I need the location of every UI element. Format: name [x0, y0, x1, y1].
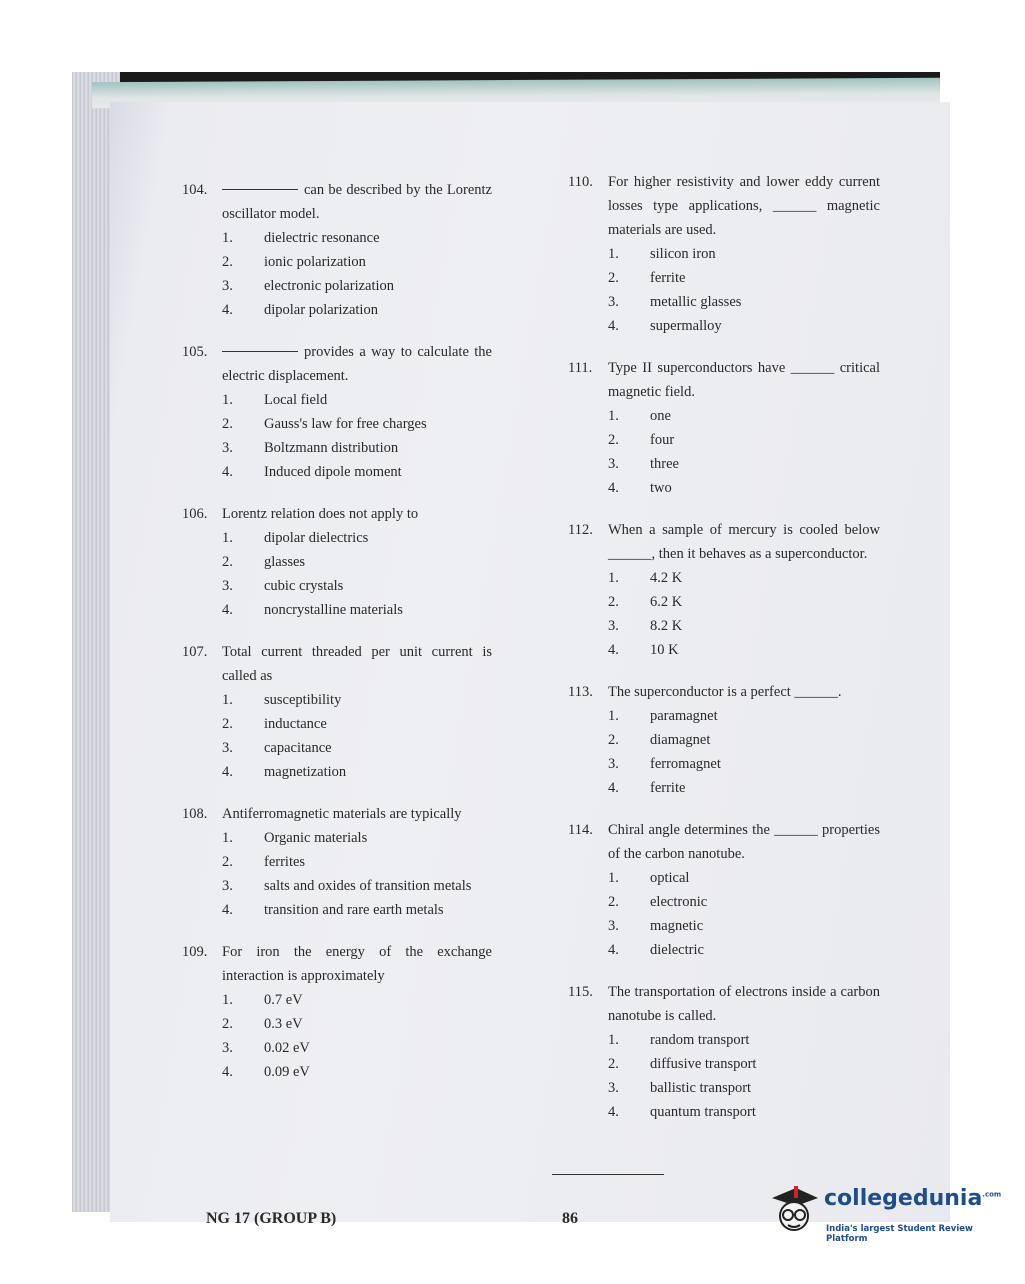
option-item [222, 874, 492, 898]
option-text: 0.09 eV [264, 1064, 310, 1080]
option-number: 3. [222, 278, 233, 294]
options-list [608, 1028, 880, 1124]
option-text: capacitance [264, 740, 332, 756]
right-column [568, 170, 880, 1142]
question-number: 115. [568, 984, 593, 1000]
option-item [608, 776, 880, 800]
options-list [222, 226, 492, 322]
option-number: 4. [608, 318, 619, 334]
option-text: inductance [264, 716, 327, 732]
option-number: 4. [222, 1064, 233, 1080]
option-number: 4. [222, 902, 233, 918]
question-text [222, 178, 492, 226]
question-number: 113. [568, 684, 593, 700]
option-text: dipolar polarization [264, 302, 378, 318]
option-item [608, 428, 880, 452]
option-text: dielectric [650, 942, 704, 958]
page-number: 86 [562, 1210, 578, 1227]
option-item [608, 590, 880, 614]
option-item [608, 1100, 880, 1124]
option-number: 3. [608, 918, 619, 934]
option-text: 6.2 K [650, 594, 683, 610]
question-number: 107. [182, 644, 208, 660]
option-text: Boltzmann distribution [264, 440, 399, 456]
question-text [222, 802, 462, 826]
options-list [608, 404, 880, 500]
option-item [222, 298, 492, 322]
option-text: quantum transport [650, 1104, 756, 1120]
option-number: 4. [608, 480, 619, 496]
option-number: 2. [608, 594, 619, 610]
brand-name: collegedunia$^{.com}$ [824, 1186, 1002, 1211]
question-item [182, 802, 492, 922]
option-item [222, 712, 492, 736]
watermark-logo [768, 1178, 1008, 1248]
question-stem: Type II superconductors have ______ critical magnetic field. [608, 360, 880, 400]
option-item [608, 1028, 880, 1052]
option-number: 2. [608, 732, 619, 748]
option-number: 3. [608, 756, 619, 772]
option-item [608, 638, 880, 662]
option-item [608, 566, 880, 590]
option-item [222, 598, 492, 622]
option-number: 3. [222, 878, 233, 894]
option-number: 3. [608, 456, 619, 472]
options-list [222, 988, 492, 1084]
question-item [568, 680, 880, 800]
option-text: optical [650, 870, 690, 886]
option-item [222, 1012, 492, 1036]
option-text: transition and rare earth metals [264, 902, 444, 918]
answer-blank [222, 351, 298, 352]
option-text: salts and oxides of transition metals [264, 878, 472, 894]
answer-blank [222, 189, 298, 190]
question-head [182, 802, 492, 826]
option-text: paramagnet [650, 708, 718, 724]
option-item [608, 890, 880, 914]
option-text: electronic polarization [264, 278, 395, 294]
option-item [222, 274, 492, 298]
option-number: 1. [608, 570, 619, 586]
question-head [182, 340, 492, 388]
question-number: 111. [568, 360, 593, 376]
question-stem: For iron the energy of the exchange interaction is approximately [222, 944, 492, 984]
option-number: 2. [608, 270, 619, 286]
option-text: diamagnet [650, 732, 711, 748]
option-text: diffusive transport [650, 1056, 757, 1072]
question-stem: Total current threaded per unit current is called as [222, 644, 492, 684]
option-text: 0.7 eV [264, 992, 303, 1008]
option-number: 4. [222, 764, 233, 780]
option-number: 1. [608, 246, 619, 262]
option-number: 1. [222, 530, 233, 546]
question-text [222, 340, 492, 388]
question-stem: Lorentz relation does not apply to [222, 506, 419, 522]
option-text: susceptibility [264, 692, 342, 708]
option-text: three [650, 456, 679, 472]
question-number: 105. [182, 344, 208, 360]
option-item [608, 914, 880, 938]
brand-tagline: India's largest Student Review Platform [826, 1224, 973, 1244]
option-item [222, 736, 492, 760]
option-item [222, 898, 492, 922]
question-number: 109. [182, 944, 208, 960]
option-text: electronic [650, 894, 708, 910]
options-list [222, 388, 492, 484]
option-number: 2. [222, 254, 233, 270]
option-text: 4.2 K [650, 570, 683, 586]
question-text [222, 502, 418, 526]
option-number: 1. [222, 692, 233, 708]
question-stem: Chiral angle determines the ______ properties of the carbon nanotube. [608, 822, 880, 862]
option-text: Induced dipole moment [264, 464, 402, 480]
option-text: one [650, 408, 671, 424]
option-item [222, 826, 492, 850]
option-text: Organic materials [264, 830, 368, 846]
footer-code: NG 17 (GROUP B) [206, 1210, 337, 1227]
question-text [608, 680, 842, 704]
option-text: ionic polarization [264, 254, 366, 270]
option-text: 0.02 eV [264, 1040, 310, 1056]
question-stem: The superconductor is a perfect ______. [608, 684, 842, 700]
option-number: 3. [608, 294, 619, 310]
question-head [568, 818, 880, 866]
option-item [222, 760, 492, 784]
option-number: 3. [222, 440, 233, 456]
option-text: glasses [264, 554, 306, 570]
option-item [222, 226, 492, 250]
option-number: 2. [608, 432, 619, 448]
question-text [222, 940, 492, 988]
option-number: 2. [222, 554, 233, 570]
option-number: 4. [222, 602, 233, 618]
option-number: 4. [222, 302, 233, 318]
option-text: magnetization [264, 764, 347, 780]
option-item [608, 704, 880, 728]
option-item [608, 452, 880, 476]
question-stem: For higher resistivity and lower eddy current losses type applications, ______ magnetic materials are used. [608, 174, 880, 238]
option-number: 1. [608, 708, 619, 724]
option-number: 3. [222, 578, 233, 594]
option-number: 2. [222, 1016, 233, 1032]
question-number: 106. [182, 506, 208, 522]
options-list [608, 866, 880, 962]
option-number: 4. [608, 1104, 619, 1120]
option-number: 2. [608, 1056, 619, 1072]
option-item [222, 850, 492, 874]
question-item [568, 518, 880, 662]
option-item [222, 460, 492, 484]
option-text: ferrite [650, 270, 686, 286]
question-stem: When a sample of mercury is cooled below ______, then it behaves as a superconductor. [608, 522, 880, 562]
question-head [568, 356, 880, 404]
question-text [608, 518, 880, 566]
question-text [222, 640, 492, 688]
brand-tld: .com [982, 1190, 1002, 1199]
option-text: magnetic [650, 918, 704, 934]
option-text: random transport [650, 1032, 750, 1048]
option-text: Gauss's law for free charges [264, 416, 427, 432]
option-item [222, 1060, 492, 1084]
question-head [568, 170, 880, 242]
option-number: 4. [608, 780, 619, 796]
option-item [222, 574, 492, 598]
question-item [568, 980, 880, 1124]
question-head [568, 518, 880, 566]
option-item [608, 290, 880, 314]
question-text [608, 170, 880, 242]
option-text: silicon iron [650, 246, 716, 262]
option-item [608, 404, 880, 428]
option-number: 3. [608, 618, 619, 634]
option-text: ballistic transport [650, 1080, 752, 1096]
option-text: two [650, 480, 672, 496]
option-number: 1. [608, 408, 619, 424]
question-number: 114. [568, 822, 593, 838]
page-photo [72, 72, 940, 1227]
option-item [222, 550, 492, 574]
question-number: 104. [182, 182, 208, 198]
option-number: 2. [608, 894, 619, 910]
question-stem: provides a way to calculate the electric displacement. [222, 344, 492, 384]
option-item [608, 266, 880, 290]
option-item [608, 614, 880, 638]
option-text: metallic glasses [650, 294, 742, 310]
question-text [608, 356, 880, 404]
option-text: four [650, 432, 675, 448]
option-number: 2. [222, 854, 233, 870]
option-number: 2. [222, 716, 233, 732]
options-list [608, 566, 880, 662]
option-number: 1. [222, 230, 233, 246]
question-stem: can be described by the Lorentz oscillator model. [222, 182, 492, 222]
question-number: 112. [568, 522, 593, 538]
question-head [568, 980, 880, 1028]
question-head [182, 502, 492, 526]
question-item [568, 356, 880, 500]
option-item [608, 1076, 880, 1100]
option-text: supermalloy [650, 318, 722, 334]
end-rule [552, 1174, 664, 1175]
option-text: ferromagnet [650, 756, 721, 772]
option-item [222, 988, 492, 1012]
options-list [608, 704, 880, 800]
question-head [182, 178, 492, 226]
question-head [568, 680, 880, 704]
options-list [222, 526, 492, 622]
question-item [182, 640, 492, 784]
question-item [182, 502, 492, 622]
option-item [222, 388, 492, 412]
option-item [222, 250, 492, 274]
option-number: 3. [222, 1040, 233, 1056]
question-head [182, 940, 492, 988]
question-stem: The transportation of electrons inside a carbon nanotube is called. [608, 984, 880, 1024]
option-item [608, 938, 880, 962]
option-text: ferrite [650, 780, 686, 796]
options-list [608, 242, 880, 338]
option-text: cubic crystals [264, 578, 344, 594]
option-text: 10 K [650, 642, 679, 658]
option-number: 3. [222, 740, 233, 756]
option-text: 8.2 K [650, 618, 683, 634]
question-text [608, 818, 880, 866]
option-item [222, 688, 492, 712]
question-stem: Antiferromagnetic materials are typically [222, 806, 462, 822]
option-number: 4. [222, 464, 233, 480]
option-number: 2. [222, 416, 233, 432]
question-item [568, 818, 880, 962]
option-text: 0.3 eV [264, 1016, 303, 1032]
option-item [222, 526, 492, 550]
option-item [608, 866, 880, 890]
option-item [608, 242, 880, 266]
option-item [222, 1036, 492, 1060]
option-item [222, 436, 492, 460]
option-number: 1. [222, 830, 233, 846]
option-item [608, 1052, 880, 1076]
option-item [608, 752, 880, 776]
option-item [222, 412, 492, 436]
option-text: ferrites [264, 854, 306, 870]
option-number: 1. [608, 1032, 619, 1048]
left-column [182, 178, 492, 1102]
question-item [568, 170, 880, 338]
question-item [182, 940, 492, 1084]
question-number: 108. [182, 806, 208, 822]
question-number: 110. [568, 174, 593, 190]
option-number: 1. [222, 992, 233, 1008]
question-item [182, 340, 492, 484]
option-item [608, 314, 880, 338]
graduate-mascot-icon [768, 1182, 820, 1234]
question-text [608, 980, 880, 1028]
question-item [182, 178, 492, 322]
option-number: 4. [608, 642, 619, 658]
exam-page [110, 102, 950, 1227]
options-list [222, 826, 492, 922]
option-number: 1. [222, 392, 233, 408]
option-text: noncrystalline materials [264, 602, 403, 618]
option-item [608, 728, 880, 752]
question-head [182, 640, 492, 688]
option-number: 1. [608, 870, 619, 886]
option-number: 3. [608, 1080, 619, 1096]
option-text: dipolar dielectrics [264, 530, 369, 546]
options-list [222, 688, 492, 784]
option-text: dielectric resonance [264, 230, 380, 246]
option-number: 4. [608, 942, 619, 958]
option-item [608, 476, 880, 500]
option-text: Local field [264, 392, 328, 408]
